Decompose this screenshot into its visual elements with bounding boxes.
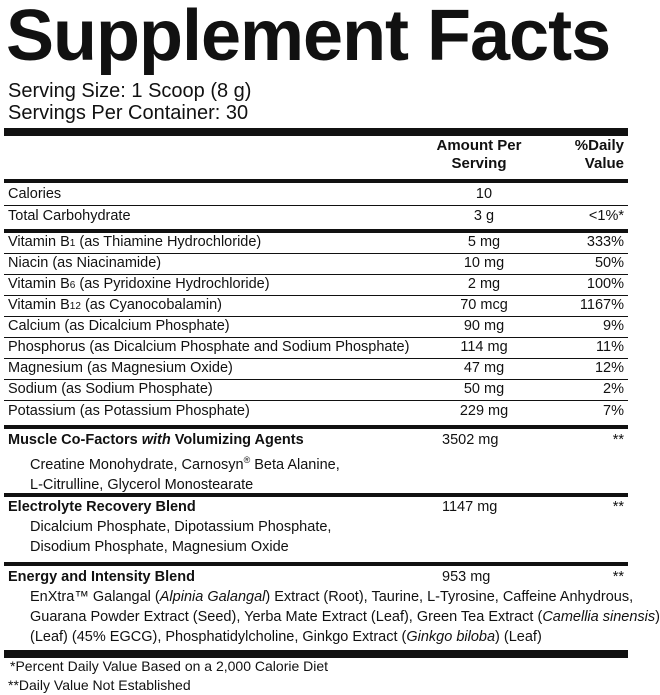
daily-value-header	[548, 137, 624, 173]
nutrient-amount: 10	[475, 186, 493, 202]
ingredient-latin-name: Ginkgo biloba	[406, 629, 496, 645]
nutrient-row	[8, 184, 624, 205]
blend-ingredients-line	[8, 587, 634, 607]
nutrient-name: Calcium (as Dicalcium Phosphate)	[8, 318, 230, 334]
nutrient-name	[8, 232, 261, 254]
nutrient-amount: 5 mg	[467, 234, 501, 250]
ingredient-latin-name: Camellia sinensis	[542, 609, 656, 625]
nutrient-name: Sodium (as Sodium Phosphate)	[8, 381, 213, 397]
nutrient-subscript: 6	[69, 280, 76, 291]
blend-ingredients-line: Dicalcium Phosphate, Dipotassium Phosphate,	[30, 519, 332, 535]
blend-dv: **	[612, 432, 624, 448]
nutrient-amount: 229 mg	[459, 403, 509, 419]
blend-electrolyte-recovery	[8, 497, 624, 557]
nutrient-dv: <1%*	[588, 208, 624, 224]
nutrient-row	[8, 206, 624, 227]
nutrient-dv: 9%	[603, 318, 624, 334]
nutrient-amount: 3 g	[473, 208, 495, 224]
panel-title: Supplement Facts	[6, 0, 611, 76]
nutrient-amount: 90 mg	[463, 318, 505, 334]
nutrient-name-part: Vitamin B	[8, 234, 70, 250]
ingredient-text: ) (Leaf)	[495, 629, 542, 645]
nutrient-amount: 70 mcg	[460, 297, 508, 313]
nutrient-name: Niacin (as Niacinamide)	[8, 255, 162, 271]
footnote-daily-value: *Percent Daily Value Based on a 2,000 Calorie Diet	[10, 658, 329, 674]
blend-amount: 953 mg	[442, 569, 491, 585]
nutrient-name	[8, 295, 222, 317]
nutrient-row	[8, 379, 624, 400]
nutrient-name: Calories	[8, 186, 62, 202]
divider-thick	[4, 128, 628, 136]
blend-dv: **	[612, 569, 624, 585]
blend-ingredients-line: L-Citrulline, Glycerol Monostearate	[30, 476, 254, 493]
blend-amount: 3502 mg	[442, 432, 499, 448]
ingredient-text: (Leaf) (45% EGCG), Phosphatidylcholine, Ginkgo Extract (	[30, 629, 407, 645]
ingredient-text: Creatine Monohydrate, Carnosyn	[30, 456, 244, 473]
blend-dv: **	[612, 499, 624, 515]
nutrient-row	[8, 358, 624, 379]
amount-header-line1: Amount Per	[436, 137, 522, 154]
ingredient-latin-name: Alpinia Galangal	[159, 589, 266, 605]
dv-header-line1: %Daily	[574, 137, 624, 154]
amount-per-serving-header	[414, 137, 544, 173]
nutrient-name-part: Vitamin B	[8, 297, 70, 313]
nutrient-row	[8, 401, 624, 422]
nutrient-name: Phosphorus (as Dicalcium Phosphate and Sodium Phosphate)	[8, 339, 410, 355]
ingredient-text: ) Extract (Root), Taurine, L-Tyrosine, Caffeine Anhydrous,	[265, 589, 634, 605]
ingredient-text: Beta Alanine,	[250, 456, 340, 473]
nutrient-name-part: (as Thiamine Hydrochloride)	[75, 234, 262, 250]
blend-name: Electrolyte Recovery Blend	[8, 499, 196, 515]
blend-energy-intensity	[8, 567, 660, 647]
nutrient-amount: 10 mg	[463, 255, 505, 271]
servings-per-container: Servings Per Container: 30	[8, 102, 249, 124]
divider-medium	[4, 562, 628, 566]
nutrient-subscript: 1	[69, 238, 76, 249]
nutrient-dv: 2%	[603, 381, 624, 397]
divider-medium	[4, 179, 628, 183]
nutrient-row	[8, 295, 624, 316]
divider-medium	[4, 425, 628, 429]
nutrient-subscript: 12	[69, 301, 81, 312]
nutrient-row	[8, 337, 624, 358]
nutrient-dv: 50%	[594, 255, 624, 271]
blend-ingredients-line	[8, 450, 624, 475]
nutrient-amount: 47 mg	[463, 360, 505, 376]
nutrient-row	[8, 253, 624, 274]
blend-ingredients-line	[8, 627, 624, 647]
nutrient-dv: 12%	[594, 360, 624, 376]
serving-size: Serving Size: 1 Scoop (8 g)	[8, 80, 252, 102]
nutrient-name	[8, 274, 270, 296]
ingredient-text: )	[655, 609, 660, 625]
nutrient-dv: 333%	[586, 234, 624, 250]
nutrient-row	[8, 316, 624, 337]
blend-name	[8, 430, 624, 450]
nutrient-dv: 11%	[596, 339, 624, 355]
nutrient-dv: 7%	[603, 403, 624, 419]
nutrient-dv: 100%	[586, 276, 624, 292]
ingredient-text: EnXtra™ Galangal (	[30, 589, 160, 605]
blend-muscle-cofactors	[8, 430, 624, 495]
nutrient-name-part: (as Cyanocobalamin)	[80, 297, 222, 313]
nutrient-row	[8, 232, 624, 253]
nutrient-dv: 1167%	[579, 297, 624, 313]
nutrient-name: Magnesium (as Magnesium Oxide)	[8, 360, 233, 376]
nutrient-amount: 50 mg	[463, 381, 505, 397]
blend-name-part: with	[141, 432, 171, 448]
blend-ingredients-line	[8, 607, 660, 627]
nutrient-amount: 114 mg	[460, 339, 508, 355]
registered-mark: ®	[243, 455, 251, 465]
ingredient-text: Guarana Powder Extract (Seed), Yerba Mate Extract (Leaf), Green Tea Extract (	[30, 609, 543, 625]
nutrient-name-part: (as Pyridoxine Hydrochloride)	[75, 276, 270, 292]
nutrient-name: Total Carbohydrate	[8, 208, 131, 224]
amount-header-line2: Serving	[451, 155, 507, 172]
blend-amount: 1147 mg	[442, 499, 498, 515]
footnote-not-established: **Daily Value Not Established	[8, 677, 191, 693]
nutrient-amount: 2 mg	[467, 276, 501, 292]
blend-ingredients-line: Disodium Phosphate, Magnesium Oxide	[30, 539, 289, 555]
nutrient-name: Potassium (as Potassium Phosphate)	[8, 403, 250, 419]
blend-name-part: Volumizing Agents	[170, 432, 304, 448]
dv-header-line2: Value	[584, 155, 624, 172]
blend-name: Energy and Intensity Blend	[8, 569, 195, 585]
nutrient-row	[8, 274, 624, 295]
blend-name-part: Muscle Co-Factors	[8, 432, 142, 448]
nutrient-name-part: Vitamin B	[8, 276, 70, 292]
